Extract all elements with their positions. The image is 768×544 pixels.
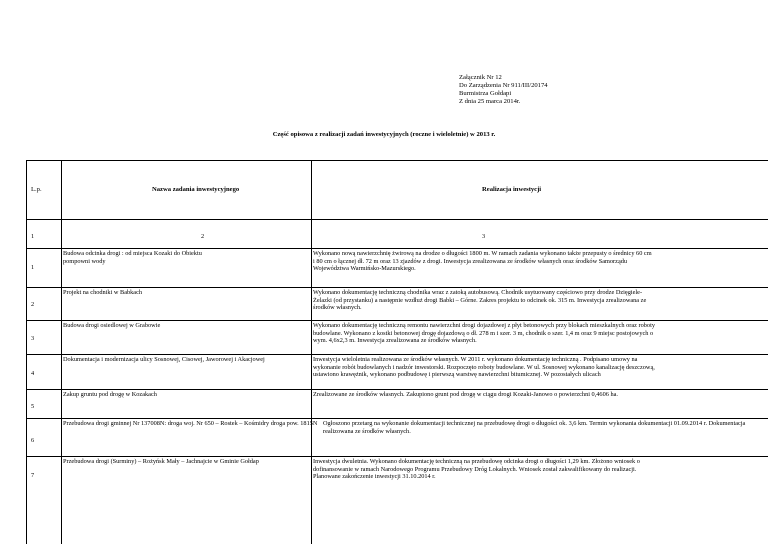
task-name: Przebudowa drogi (Surminy) – Rożyńsk Mały – Jachnajcie w Gminie Gołdap bbox=[63, 458, 259, 465]
task-implementation: Ogłoszono przetarg na wykonanie dokumentacji technicznej na przebudowę drogi o długości ok. 3,6 km. Termin wykonania dokumentacji 01.09.2014 r. Dokumentacja realizowana ze środków własnych. bbox=[323, 420, 746, 435]
task-name: Budowa odcinka drogi : od miejsca Kozaki do Obiektu pompowni wody bbox=[63, 250, 202, 265]
row-divider bbox=[27, 354, 768, 355]
attachment-header bbox=[459, 74, 548, 106]
row-lp: 3 bbox=[31, 335, 35, 342]
row-divider bbox=[27, 418, 768, 419]
row-divider bbox=[27, 320, 768, 321]
task-implementation: Wykonano dokumentację techniczną remontu nawierzchni drogi dojazdowej z płyt betonowych przy blokach mieszkalnych oraz roboty budowlane. Wykonano z kostki betonowej drogę dojazdową o dł. 278 m i szer. 3 m, chodnik o szer. 1,4 m oraz 9 miejsc postojowych o wym. 4,6x2,3 m. Inwestycja zrealizowana ze środków własnych. bbox=[313, 322, 655, 345]
task-implementation: Wykonano dokumentację techniczną chodnika wraz z zatoką autobusową. Chodnik usytuowany częściowo przy drodze Dzięgiele- Żelazki (od przystanku) a następnie wzdłuż drogi Babki – Górne. Zakres projektu to odcinek ok. 315 m. Inwestycja zrealizowana ze środków własnych. bbox=[313, 289, 647, 312]
task-name: Dokumentacja i modernizacja ulicy Sosnowej, Cisowej, Jaworowej i Akacjowej bbox=[63, 356, 265, 363]
column-header-name: Nazwa zadania inwestycyjnego bbox=[152, 186, 240, 193]
row-divider bbox=[27, 456, 768, 457]
column-header-lp: L.p. bbox=[31, 186, 42, 193]
task-name: Przebudowa drogi gminnej Nr 137008N: droga woj. Nr 650 – Rostek – Kośmidry droga pow. 1815N bbox=[63, 420, 318, 427]
row-divider bbox=[27, 248, 768, 249]
row-divider bbox=[27, 287, 768, 288]
column-number-implementation: 3 bbox=[482, 233, 486, 240]
ordinance-date: Z dnia 25 marca 2014r. bbox=[459, 98, 521, 105]
row-lp: 7 bbox=[31, 472, 35, 479]
column-number-lp: 1 bbox=[31, 233, 35, 240]
task-implementation: Wykonano nową nawierzchnię żwirową na drodze o długości 1800 m. W ramach zadania wykonano także przepusty o średnicy 60 cm i 80 cm o łącznej dł. 72 m oraz 13 zjazdów z drogi. Inwestycja zrealizowana ze środków własnych oraz środków Samorządu Województwa Warmińsko-Mazurskiego. bbox=[313, 250, 652, 273]
column-header-implementation: Realizacja inwestycji bbox=[482, 186, 542, 193]
row-lp: 5 bbox=[31, 403, 35, 410]
row-lp: 4 bbox=[31, 370, 35, 377]
column-number-name: 2 bbox=[201, 233, 205, 240]
attachment-number: Załącznik Nr 12 bbox=[459, 74, 502, 81]
document-title: Część opisowa z realizacji zadań inwestycyjnych (roczne i wieloletnie) w 2013 r. bbox=[272, 131, 496, 138]
task-name: Zakup gruntu pod drogę w Kozakach bbox=[63, 391, 157, 398]
task-name: Projekt na chodniki w Babkach bbox=[63, 289, 143, 296]
issuer: Burmistrza Gołdapi bbox=[459, 90, 512, 97]
row-lp: 6 bbox=[31, 437, 35, 444]
investment-table bbox=[26, 160, 768, 544]
row-lp: 1 bbox=[31, 264, 35, 271]
task-implementation: Inwestycja wieloletnia realizowana ze środków własnych. W 2011 r. wykonano dokumentację techniczną . Podpisano umowy na wykonanie robót budowlanych i nadzór inwestorski. Rozpoczęto roboty budowlane. W ul. Sosnowej wykonano kanalizację deszczową, ustawiono krawężnik, wykonano podbudowę i pierwszą warstwę nawierzchni bitumicznej. W pozostałych ulicach bbox=[313, 356, 655, 379]
row-lp: 2 bbox=[31, 301, 35, 308]
row-divider bbox=[27, 219, 768, 220]
task-implementation: Inwestycja dwuletnia. Wykonano dokumentację techniczną na przebudowę odcinka drogi o długości 1,29 km. Złożono wniosek o dofinansowanie w ramach Narodowego Programu Przebudowy Dróg Lokalnych. Wniosek został zakwalifikowany do realizacji. Planowane zakończenie inwestycji 31.10.2014 r. bbox=[313, 458, 640, 481]
row-divider bbox=[27, 389, 768, 390]
task-name: Budowa drogi osiedlowej w Grabowie bbox=[63, 322, 161, 329]
task-implementation: Zrealizowane ze środków własnych. Zakupiono grunt pod drogę w ciągu drogi Kozaki-Janowo o powierzchni 0,4606 ha. bbox=[313, 391, 618, 398]
ordinance-reference: Do Zarządzenia Nr 911/III/20174 bbox=[459, 82, 548, 89]
